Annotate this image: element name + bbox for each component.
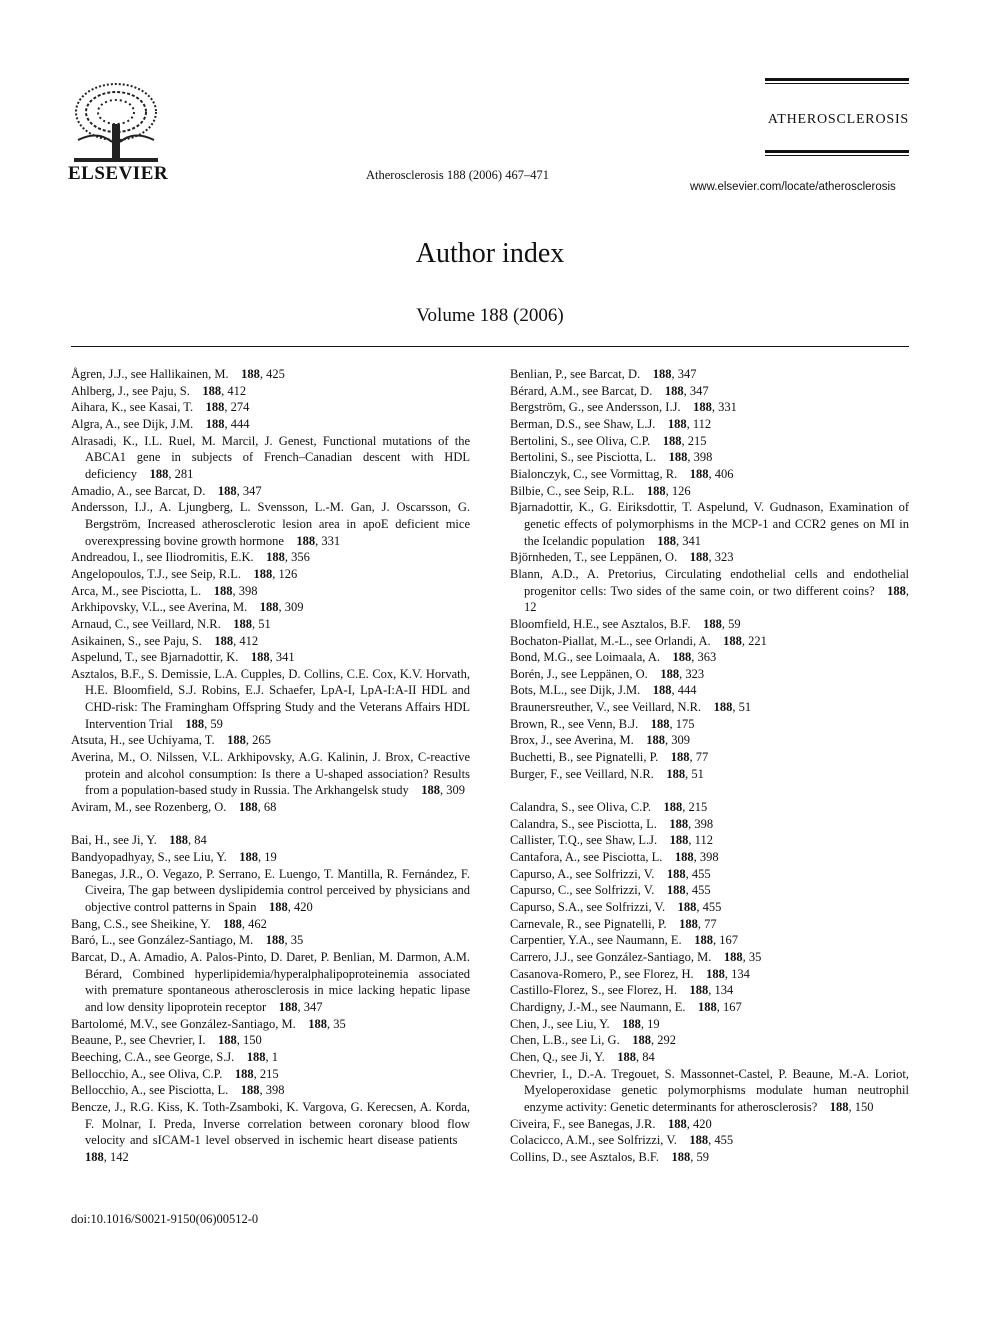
index-entry: Castillo-Florez, S., see Florez, H. 188, 134 — [510, 983, 734, 998]
entry-volume: 188 — [660, 666, 680, 681]
entry-text: Calandra, S., see Oliva, C.P. — [510, 800, 651, 815]
index-entry: Civeira, F., see Banegas, J.R. 188, 420 — [510, 1116, 712, 1131]
entry-volume: 188 — [278, 999, 298, 1014]
entry-volume: 188 — [689, 1133, 709, 1148]
index-entry: Beeching, C.A., see George, S.J. 188, 1 — [71, 1049, 279, 1064]
index-column-left — [71, 366, 470, 1165]
entry-text: Averina, M., O. Nilssen, V.L. Arkhipovsky, A.G. Kalinin, J. Brox, C-reactive protein and alcohol consumption: Is there a U-shaped association? Results from a population-based study in Russia. The Arkhangelsk study — [71, 750, 470, 798]
entry-text: Algra, A., see Dijk, J.M. — [71, 416, 194, 431]
entry-volume: 188 — [668, 1116, 687, 1131]
journal-masthead — [765, 78, 909, 156]
index-entry: Aspelund, T., see Bjarnadottir, K. 188, 341 — [71, 650, 295, 665]
index-entry: Capurso, A., see Solfrizzi, V. 188, 455 — [510, 866, 711, 881]
index-entry: Casanova-Romero, P., see Florez, H. 188, 134 — [510, 966, 750, 981]
entry-volume: 188 — [664, 383, 684, 398]
index-entry: Berman, D.S., see Shaw, L.J. 188, 112 — [510, 416, 712, 431]
index-entry: Capurso, S.A., see Solfrizzi, V. 188, 455 — [510, 899, 722, 914]
entry-text: Chen, J., see Liu, Y. — [510, 1016, 610, 1031]
index-entry: Carrero, J.J., see González-Santiago, M. 188, 35 — [510, 949, 762, 964]
entry-page: 167 — [723, 999, 742, 1014]
entry-page: 420 — [693, 1116, 712, 1131]
index-entry: Brox, J., see Averina, M. 188, 309 — [510, 733, 690, 748]
index-entry: Asztalos, B.F., S. Demissie, L.A. Cupples, D. Collins, C.E. Cox, K.V. Horvath, H.E. Bloomfield, S.J. Robins, E.J. Schaefer, LpA-I, LpA-I:A-II HDL and CHD-risk: The Framingham Offspring Study and the Veterans Affairs HDL Intervention Trial 188, 59 — [71, 666, 470, 731]
entry-volume: 188 — [689, 983, 709, 998]
entry-volume: 188 — [308, 1016, 327, 1031]
entry-page: 323 — [685, 666, 705, 681]
entry-page: 221 — [748, 633, 767, 648]
entry-text: Calandra, S., see Pisciotta, L. — [510, 816, 657, 831]
entry-text: Chevrier, I., D.-A. Tregouet, S. Massonnet-Castel, P. Beaune, M.-A. Loriot, Myeloperoxidase genetic polymorphisms modulate human neutrophil enzyme activity: Genetic determinants for atherosclerosis? — [510, 1066, 909, 1114]
index-entry: Bertolini, S., see Oliva, C.P. 188, 215 — [510, 433, 707, 448]
entry-page: 341 — [275, 650, 295, 665]
index-entry: Chardigny, J.-M., see Naumann, E. 188, 167 — [510, 999, 742, 1014]
index-entry: Bang, C.S., see Sheikine, Y. 188, 462 — [71, 916, 267, 931]
entry-page: 142 — [110, 1149, 129, 1164]
entry-volume: 188 — [205, 400, 225, 415]
entry-page: 412 — [227, 383, 247, 398]
index-entry: Chen, J., see Liu, Y. 188, 19 — [510, 1016, 660, 1031]
entry-text: Braunersreuther, V., see Veillard, N.R. — [510, 700, 702, 715]
index-entry: Bialonczyk, C., see Vormittag, R. 188, 406 — [510, 466, 734, 481]
doi-footer: doi:10.1016/S0021-9150(06)00512-0 — [71, 1212, 259, 1226]
entry-page: 398 — [694, 816, 714, 831]
entry-text: Bérard, A.M., see Barcat, D. — [510, 383, 653, 398]
index-entry: Chen, Q., see Ji, Y. 188, 84 — [510, 1049, 655, 1064]
entry-text: Bjarnadottir, K., G. Eiriksdottir, T. Aspelund, V. Gudnason, Examination of genetic effects of polymorphisms in the MCP-1 and CCR2 genes on MI in the Icelandic population — [510, 500, 909, 548]
entry-page: 35 — [290, 933, 304, 948]
publisher-name: ELSEVIER — [68, 163, 169, 184]
entry-text: Burger, F., see Veillard, N.R. — [510, 766, 654, 781]
entry-volume: 188 — [646, 483, 666, 498]
entry-page: 77 — [704, 916, 717, 931]
entry-volume: 188 — [266, 550, 285, 565]
entry-volume: 188 — [706, 966, 725, 981]
index-entry: Callister, T.Q., see Shaw, L.J. 188, 112 — [510, 833, 713, 848]
index-entry: Bilbie, C., see Seip, R.L. 188, 126 — [510, 483, 691, 498]
entry-volume: 188 — [694, 933, 713, 948]
entry-page: 12 — [524, 600, 537, 615]
entry-text: Arnaud, C., see Veillard, N.R. — [71, 616, 221, 631]
entry-volume: 188 — [265, 933, 285, 948]
index-entry: Burger, F., see Veillard, N.R. 188, 51 — [510, 766, 704, 781]
entry-text: Beaune, P., see Chevrier, I. — [71, 1033, 206, 1048]
entry-text: Bang, C.S., see Sheikine, Y. — [71, 916, 211, 931]
masthead-rule-top — [765, 78, 909, 81]
entry-text: Bertolini, S., see Oliva, C.P. — [510, 433, 651, 448]
entry-volume: 188 — [887, 583, 906, 598]
entry-page: 444 — [677, 683, 697, 698]
entry-text: Capurso, S.A., see Solfrizzi, V. — [510, 899, 666, 914]
index-entry: Bartolomé, M.V., see González-Santiago, M. 188, 35 — [71, 1016, 346, 1031]
index-entry: Benlian, P., see Barcat, D. 188, 347 — [510, 367, 697, 381]
entry-volume: 188 — [259, 600, 279, 615]
entry-volume: 188 — [677, 899, 697, 914]
entry-volume: 188 — [668, 450, 688, 465]
index-entry: Ågren, J.J., see Hallikainen, M. 188, 425 — [71, 367, 285, 381]
entry-volume: 188 — [223, 916, 242, 931]
entry-page: 323 — [714, 550, 734, 565]
entry-volume: 188 — [657, 533, 677, 548]
index-entry: Arkhipovsky, V.L., see Averina, M. 188, 309 — [71, 600, 304, 615]
entry-page: 59 — [210, 716, 223, 731]
journal-name: ATHEROSCLEROSIS — [767, 112, 909, 127]
entry-page: 341 — [682, 533, 702, 548]
entry-page: 455 — [691, 883, 711, 898]
entry-volume: 188 — [674, 850, 694, 865]
entry-volume: 188 — [669, 833, 689, 848]
entry-page: 84 — [642, 1049, 655, 1064]
entry-text: Aspelund, T., see Bjarnadottir, K. — [71, 650, 239, 665]
entry-page: 19 — [647, 1016, 660, 1031]
entry-volume: 188 — [250, 650, 270, 665]
entry-page: 444 — [230, 416, 250, 431]
entry-text: Bochaton-Piallat, M.-L., see Orlandi, A. — [510, 633, 711, 648]
index-entry: Bellocchio, A., see Oliva, C.P. 188, 215 — [71, 1066, 279, 1081]
entry-page: 309 — [671, 733, 690, 748]
entry-text: Andreadou, I., see Iliodromitis, E.K. — [71, 550, 254, 565]
index-entry: Baró, L., see González-Santiago, M. 188, 35 — [71, 933, 304, 948]
index-entry: Ahlberg, J., see Paju, S. 188, 412 — [71, 383, 247, 398]
index-entry: Arnaud, C., see Veillard, N.R. 188, 51 — [71, 616, 271, 631]
entry-text: Castillo-Florez, S., see Florez, H. — [510, 983, 677, 998]
entry-text: Bond, M.G., see Loimaala, A. — [510, 650, 660, 665]
entry-page: 412 — [239, 633, 259, 648]
entry-volume: 188 — [672, 650, 692, 665]
entry-text: Chardigny, J.-M., see Naumann, E. — [510, 999, 686, 1014]
entry-volume: 188 — [205, 416, 225, 431]
entry-text: Bai, H., see Ji, Y. — [71, 833, 157, 848]
entry-page: 150 — [243, 1033, 262, 1048]
entry-volume: 188 — [662, 433, 682, 448]
entry-page: 462 — [248, 916, 267, 931]
index-entry: Bochaton-Piallat, M.-L., see Orlandi, A. 188, 221 — [510, 633, 767, 648]
entry-text: Barcat, D., A. Amadio, A. Palos-Pinto, D. Daret, P. Benlian, M. Darmon, A.M. Bérard, Combined hyperlipidemia/hyperalphalipoproteinemia associated with premature spontaneous atherosclerosis in mice lacking hepatic lipase and low density lipoprotein receptor — [71, 949, 470, 1014]
index-entry: Andreadou, I., see Iliodromitis, E.K. 188, 356 — [71, 550, 310, 565]
index-entry: Angelopoulos, T.J., see Seip, R.L. 188, 126 — [71, 566, 298, 581]
entry-volume: 188 — [169, 833, 189, 848]
entry-text: Atsuta, H., see Uchiyama, T. — [71, 733, 215, 748]
entry-volume: 188 — [693, 400, 712, 415]
entry-volume: 188 — [202, 383, 222, 398]
entry-page: 215 — [687, 433, 707, 448]
entry-volume: 188 — [646, 733, 665, 748]
journal-citation: Atherosclerosis 188 (2006) 467–471 — [366, 168, 549, 182]
entry-page: 215 — [688, 800, 708, 815]
index-entry: Beaune, P., see Chevrier, I. 188, 150 — [71, 1033, 262, 1048]
entry-text: Chen, Q., see Ji, Y. — [510, 1049, 605, 1064]
entry-text: Berman, D.S., see Shaw, L.J. — [510, 416, 656, 431]
entry-volume: 188 — [689, 550, 709, 565]
entry-text: Beeching, C.A., see George, S.J. — [71, 1049, 235, 1064]
index-entry: Bai, H., see Ji, Y. 188, 84 — [71, 833, 207, 848]
index-entry: Amadio, A., see Barcat, D. 188, 347 — [71, 483, 262, 498]
entry-volume: 188 — [214, 633, 234, 648]
entry-page: 455 — [714, 1133, 734, 1148]
masthead-rule-top-thin — [765, 83, 909, 84]
entry-volume: 188 — [218, 1033, 237, 1048]
entry-page: 1 — [271, 1049, 279, 1064]
masthead-rule-bottom-thin — [765, 155, 909, 156]
index-entry: Buchetti, B., see Pignatelli, P. 188, 77 — [510, 750, 709, 765]
entry-volume: 188 — [652, 683, 672, 698]
index-entry: Bellocchio, A., see Pisciotta, L. 188, 398 — [71, 1083, 285, 1098]
entry-page: 59 — [728, 616, 741, 631]
index-entry: Carpentier, Y.A., see Naumann, E. 188, 167 — [510, 933, 738, 948]
entry-volume: 188 — [239, 850, 259, 865]
index-entry: Björnheden, T., see Leppänen, O. 188, 323 — [510, 550, 734, 565]
entry-page: 19 — [264, 850, 277, 865]
entry-text: Bencze, J., R.G. Kiss, K. Toth-Zsamboki, K. Vargova, G. Kerecsen, A. Korda, F. Molnar, I. Preda, Inverse correlation between coronary blood flow velocity and sICAM-1 level observed in ischemic heart disease patients — [71, 1099, 470, 1148]
index-entry: Carnevale, R., see Pignatelli, P. 188, 77 — [510, 916, 717, 931]
entry-page: 455 — [691, 866, 711, 881]
index-entry: Alrasadi, K., I.L. Ruel, M. Marcil, J. Genest, Functional mutations of the ABCA1 gene in subjects of French–Canadian descent with HDL deficiency 188, 281 — [71, 433, 470, 481]
entry-page: 406 — [714, 466, 734, 481]
entry-volume: 188 — [296, 533, 316, 548]
entry-volume: 188 — [240, 1083, 260, 1098]
entry-text: Casanova-Romero, P., see Florez, H. — [510, 966, 694, 981]
entry-text: Aihara, K., see Kasai, T. — [71, 400, 194, 415]
entry-volume: 188 — [666, 866, 686, 881]
entry-text: Chen, L.B., see Li, G. — [510, 1033, 620, 1048]
index-entry: Brown, R., see Venn, B.J. 188, 175 — [510, 716, 695, 731]
entry-text: Capurso, A., see Solfrizzi, V. — [510, 866, 655, 881]
entry-text: Bloomfield, H.E., see Asztalos, B.F. — [510, 616, 691, 631]
entry-text: Borén, J., see Leppänen, O. — [510, 666, 648, 681]
entry-text: Bartolomé, M.V., see González-Santiago, M. — [71, 1016, 296, 1031]
index-entry: Bertolini, S., see Pisciotta, L. 188, 398 — [510, 450, 713, 465]
index-entry: Asikainen, S., see Paju, S. 188, 412 — [71, 633, 259, 648]
entry-page: 134 — [714, 983, 734, 998]
entry-text: Bialonczyk, C., see Vormittag, R. — [510, 466, 678, 481]
entry-page: 347 — [677, 367, 697, 381]
index-entry: Borén, J., see Leppänen, O. 188, 323 — [510, 666, 705, 681]
entry-page: 274 — [230, 400, 250, 415]
entry-volume: 188 — [149, 466, 169, 481]
entry-volume: 188 — [663, 800, 683, 815]
index-entry: Bergström, G., see Andersson, I.J. 188, 331 — [510, 400, 737, 415]
index-entry: Collins, D., see Asztalos, B.F. 188, 59 — [510, 1149, 710, 1164]
entry-page: 455 — [702, 899, 722, 914]
entry-text: Bilbie, C., see Seip, R.L. — [510, 483, 635, 498]
entry-page: 126 — [671, 483, 691, 498]
entry-text: Baró, L., see González-Santiago, M. — [71, 933, 254, 948]
entry-page: 51 — [691, 766, 704, 781]
entry-text: Ågren, J.J., see Hallikainen, M. — [71, 367, 229, 381]
index-entry: Algra, A., see Dijk, J.M. 188, 444 — [71, 416, 250, 431]
index-entry: Bond, M.G., see Loimaala, A. 188, 363 — [510, 650, 717, 665]
entry-text: Bellocchio, A., see Oliva, C.P. — [71, 1066, 223, 1081]
entry-text: Bandyopadhyay, S., see Liu, Y. — [71, 850, 227, 865]
index-entry: Averina, M., O. Nilssen, V.L. Arkhipovsky, A.G. Kalinin, J. Brox, C-reactive protein and alcohol consumption: Is there a U-shaped association? Results from a population-based study in Russia. The Arkhangelsk study 188, 309 — [71, 750, 470, 798]
entry-page: 309 — [446, 783, 465, 798]
entry-page: 363 — [697, 650, 717, 665]
entry-text: Callister, T.Q., see Shaw, L.J. — [510, 833, 658, 848]
entry-page: 126 — [278, 566, 298, 581]
entry-text: Carpentier, Y.A., see Naumann, E. — [510, 933, 682, 948]
index-entry: Capurso, C., see Solfrizzi, V. 188, 455 — [510, 883, 711, 898]
entry-text: Bellocchio, A., see Pisciotta, L. — [71, 1083, 229, 1098]
entry-text: Asztalos, B.F., S. Demissie, L.A. Cupples, D. Collins, C.E. Cox, K.V. Horvath, H.E. Bloomfield, S.J. Robins, E.J. Schaefer, LpA-I, LpA-I:A-II HDL and CHD-risk: The Framingham Offspring Study and the Veterans Affairs HDL Intervention Trial — [71, 666, 470, 731]
entry-volume: 188 — [698, 999, 717, 1014]
entry-text: Amadio, A., see Barcat, D. — [71, 483, 206, 498]
entry-volume: 188 — [679, 916, 698, 931]
entry-volume: 188 — [666, 766, 686, 781]
header-divider — [71, 346, 909, 347]
entry-text: Collins, D., see Asztalos, B.F. — [510, 1149, 660, 1164]
entry-volume: 188 — [617, 1049, 637, 1064]
entry-page: 331 — [718, 400, 737, 415]
index-entry: Aihara, K., see Kasai, T. 188, 274 — [71, 400, 250, 415]
entry-text: Brown, R., see Venn, B.J. — [510, 716, 639, 731]
index-entry: Braunersreuther, V., see Veillard, N.R. 188, 51 — [510, 700, 752, 715]
entry-text: Björnheden, T., see Leppänen, O. — [510, 550, 678, 565]
entry-page: 59 — [696, 1149, 710, 1164]
entry-page: 35 — [333, 1016, 346, 1031]
entry-page: 347 — [689, 383, 709, 398]
index-entry: Bloomfield, H.E., see Asztalos, B.F. 188, 59 — [510, 616, 741, 631]
index-entry: Arca, M., see Pisciotta, L. 188, 398 — [71, 583, 258, 598]
entry-volume: 188 — [185, 716, 205, 731]
entry-volume: 188 — [723, 949, 743, 964]
entry-volume: 188 — [238, 800, 258, 815]
entry-text: Benlian, P., see Barcat, D. — [510, 367, 641, 381]
entry-page: 77 — [695, 750, 709, 765]
entry-volume: 188 — [666, 883, 686, 898]
index-entry: Cantafora, A., see Pisciotta, L. 188, 398 — [510, 850, 719, 865]
volume-subtitle: Volume 188 (2006) — [416, 305, 564, 326]
entry-volume: 188 — [253, 566, 273, 581]
entry-page: 84 — [194, 833, 207, 848]
entry-volume: 188 — [234, 1066, 254, 1081]
entry-volume: 188 — [213, 583, 233, 598]
entry-page: 356 — [291, 550, 310, 565]
index-entry: Bots, M.L., see Dijk, J.M. 188, 444 — [510, 683, 697, 698]
entry-text: Capurso, C., see Solfrizzi, V. — [510, 883, 655, 898]
entry-volume: 188 — [667, 416, 687, 431]
entry-text: Bertolini, S., see Pisciotta, L. — [510, 450, 657, 465]
index-entry: Bandyopadhyay, S., see Liu, Y. 188, 19 — [71, 850, 277, 865]
entry-volume: 188 — [622, 1016, 641, 1031]
entry-page: 331 — [321, 533, 341, 548]
entry-volume: 188 — [829, 1099, 849, 1114]
entry-page: 51 — [738, 700, 752, 715]
entry-page: 35 — [748, 949, 762, 964]
index-entry: Bérard, A.M., see Barcat, D. 188, 347 — [510, 383, 709, 398]
entry-page: 398 — [699, 850, 719, 865]
entry-volume: 188 — [689, 466, 709, 481]
entry-volume: 188 — [650, 716, 670, 731]
page-title: Author index — [415, 238, 565, 269]
entry-page: 398 — [265, 1083, 285, 1098]
entry-volume: 188 — [652, 367, 672, 381]
index-entry: Aviram, M., see Rozenberg, O. 188, 68 — [71, 800, 277, 815]
index-column-right — [510, 366, 909, 1165]
entry-text: Banegas, J.R., O. Vegazo, P. Serrano, E. Luengo, T. Mantilla, R. Fernández, F. Civeira, The gap between dyslipidemia control perceived by physicians and objective control patterns in Spain — [71, 866, 470, 914]
entry-volume: 188 — [268, 899, 288, 914]
entry-text: Cantafora, A., see Pisciotta, L. — [510, 850, 663, 865]
entry-volume: 188 — [671, 1149, 691, 1164]
entry-page: 112 — [692, 416, 712, 431]
entry-page: 281 — [174, 466, 194, 481]
entry-page: 68 — [263, 800, 277, 815]
entry-volume: 188 — [233, 616, 252, 631]
entry-page: 265 — [252, 733, 271, 748]
entry-volume: 188 — [246, 1049, 266, 1064]
entry-volume: 188 — [670, 750, 690, 765]
entry-text: Arkhipovsky, V.L., see Averina, M. — [71, 600, 248, 615]
entry-text: Angelopoulos, T.J., see Seip, R.L. — [71, 566, 242, 581]
entry-text: Brox, J., see Averina, M. — [510, 733, 634, 748]
entry-page: 309 — [284, 600, 304, 615]
entry-text: Carnevale, R., see Pignatelli, P. — [510, 916, 667, 931]
entry-text: Aviram, M., see Rozenberg, O. — [71, 800, 227, 815]
entry-page: 292 — [657, 1033, 676, 1048]
index-entry: Bencze, J., R.G. Kiss, K. Toth-Zsamboki, K. Vargova, G. Kerecsen, A. Korda, F. Molnar, I. Preda, Inverse correlation between coronary blood flow velocity and sICAM-1 level observed in ischemic heart disease patients 188, 142 — [71, 1099, 470, 1164]
index-entry: Barcat, D., A. Amadio, A. Palos-Pinto, D. Daret, P. Benlian, M. Darmon, A.M. Bérard, Combined hyperlipidemia/hyperalphalipoproteinemia associated with premature spontaneous atherosclerosis in mice lacking hepatic lipase and low density lipoprotein receptor 188, 347 — [71, 949, 470, 1014]
entry-page: 398 — [238, 583, 258, 598]
entry-text: Bergström, G., see Andersson, I.J. — [510, 400, 681, 415]
entry-text: Ahlberg, J., see Paju, S. — [71, 383, 190, 398]
entry-page: 420 — [293, 899, 313, 914]
entry-page: 347 — [303, 999, 323, 1014]
masthead-rule-bottom — [765, 150, 909, 153]
entry-volume: 188 — [227, 733, 246, 748]
entry-text: Carrero, J.J., see González-Santiago, M. — [510, 949, 712, 964]
index-entry: Andersson, I.J., A. Ljungberg, L. Svensson, L.-M. Gan, J. Oscarsson, G. Bergström, Increased atherosclerotic lesion area in apoE deficient mice overexpressing bovine growth hormone 188, 331 — [71, 500, 470, 548]
entry-page: 398 — [693, 450, 713, 465]
entry-volume: 188 — [632, 1033, 651, 1048]
entry-page: 112 — [694, 833, 713, 848]
entry-text: Blann, A.D., A. Pretorius, Circulating endothelial cells and endothelial progenitor cells: Two sides of the same coin, or two different coins? — [510, 566, 909, 598]
entry-volume: 188 — [703, 616, 722, 631]
index-entry: Banegas, J.R., O. Vegazo, P. Serrano, E. Luengo, T. Mantilla, R. Fernández, F. Civeira, The gap between dyslipidemia control perceived by physicians and objective control patterns in Spain 188, 420 — [71, 866, 470, 914]
entry-text: Civeira, F., see Banegas, J.R. — [510, 1116, 656, 1131]
journal-url-link[interactable]: www.elsevier.com/locate/atherosclerosis — [690, 181, 896, 193]
entry-volume: 188 — [85, 1149, 104, 1164]
entry-volume: 188 — [241, 367, 260, 381]
index-entry: Colacicco, A.M., see Solfrizzi, V. 188, 455 — [510, 1133, 734, 1148]
entry-text: Andersson, I.J., A. Ljungberg, L. Svensson, L.-M. Gan, J. Oscarsson, G. Bergström, Increased atherosclerotic lesion area in apoE deficient mice overexpressing bovine growth hormone — [71, 500, 470, 548]
entry-page: 347 — [242, 483, 262, 498]
entry-page: 51 — [258, 616, 271, 631]
entry-text: Alrasadi, K., I.L. Ruel, M. Marcil, J. Genest, Functional mutations of the ABCA1 gene in subjects of French–Canadian descent with HDL deficiency — [71, 433, 470, 481]
entry-text: Buchetti, B., see Pignatelli, P. — [510, 750, 659, 765]
entry-volume: 188 — [421, 783, 440, 798]
entry-text: Bots, M.L., see Dijk, J.M. — [510, 683, 641, 698]
entry-text: Asikainen, S., see Paju, S. — [71, 633, 202, 648]
index-entry: Bjarnadottir, K., G. Eiriksdottir, T. Aspelund, V. Gudnason, Examination of genetic effects of polymorphisms in the MCP-1 and CCR2 genes on MI in the Icelandic population 188, 341 — [510, 500, 909, 548]
index-entry: Blann, A.D., A. Pretorius, Circulating endothelial cells and endothelial progenitor cells: Two sides of the same coin, or two different coins? 188, 12 — [510, 566, 909, 615]
entry-volume: 188 — [217, 483, 237, 498]
entry-page: 175 — [675, 716, 695, 731]
index-entry: Chen, L.B., see Li, G. 188, 292 — [510, 1033, 676, 1048]
entry-page: 215 — [259, 1066, 279, 1081]
entry-page: 425 — [266, 367, 285, 381]
index-entry: Calandra, S., see Oliva, C.P. 188, 215 — [510, 800, 708, 815]
entry-volume: 188 — [723, 633, 742, 648]
index-entry: Atsuta, H., see Uchiyama, T. 188, 265 — [71, 733, 271, 748]
entry-page: 150 — [854, 1099, 874, 1114]
entry-page: 134 — [731, 966, 750, 981]
entry-text: Arca, M., see Pisciotta, L. — [71, 583, 202, 598]
entry-volume: 188 — [669, 816, 689, 831]
index-entry: Calandra, S., see Pisciotta, L. 188, 398 — [510, 816, 714, 831]
entry-volume: 188 — [713, 700, 733, 715]
entry-text: Colacicco, A.M., see Solfrizzi, V. — [510, 1133, 677, 1148]
entry-page: 167 — [719, 933, 738, 948]
index-entry: Chevrier, I., D.-A. Tregouet, S. Massonnet-Castel, P. Beaune, M.-A. Loriot, Myeloperoxidase genetic polymorphisms modulate human neutrophil enzyme activity: Genetic determinants for atherosclerosis? 188, 150 — [510, 1066, 909, 1114]
